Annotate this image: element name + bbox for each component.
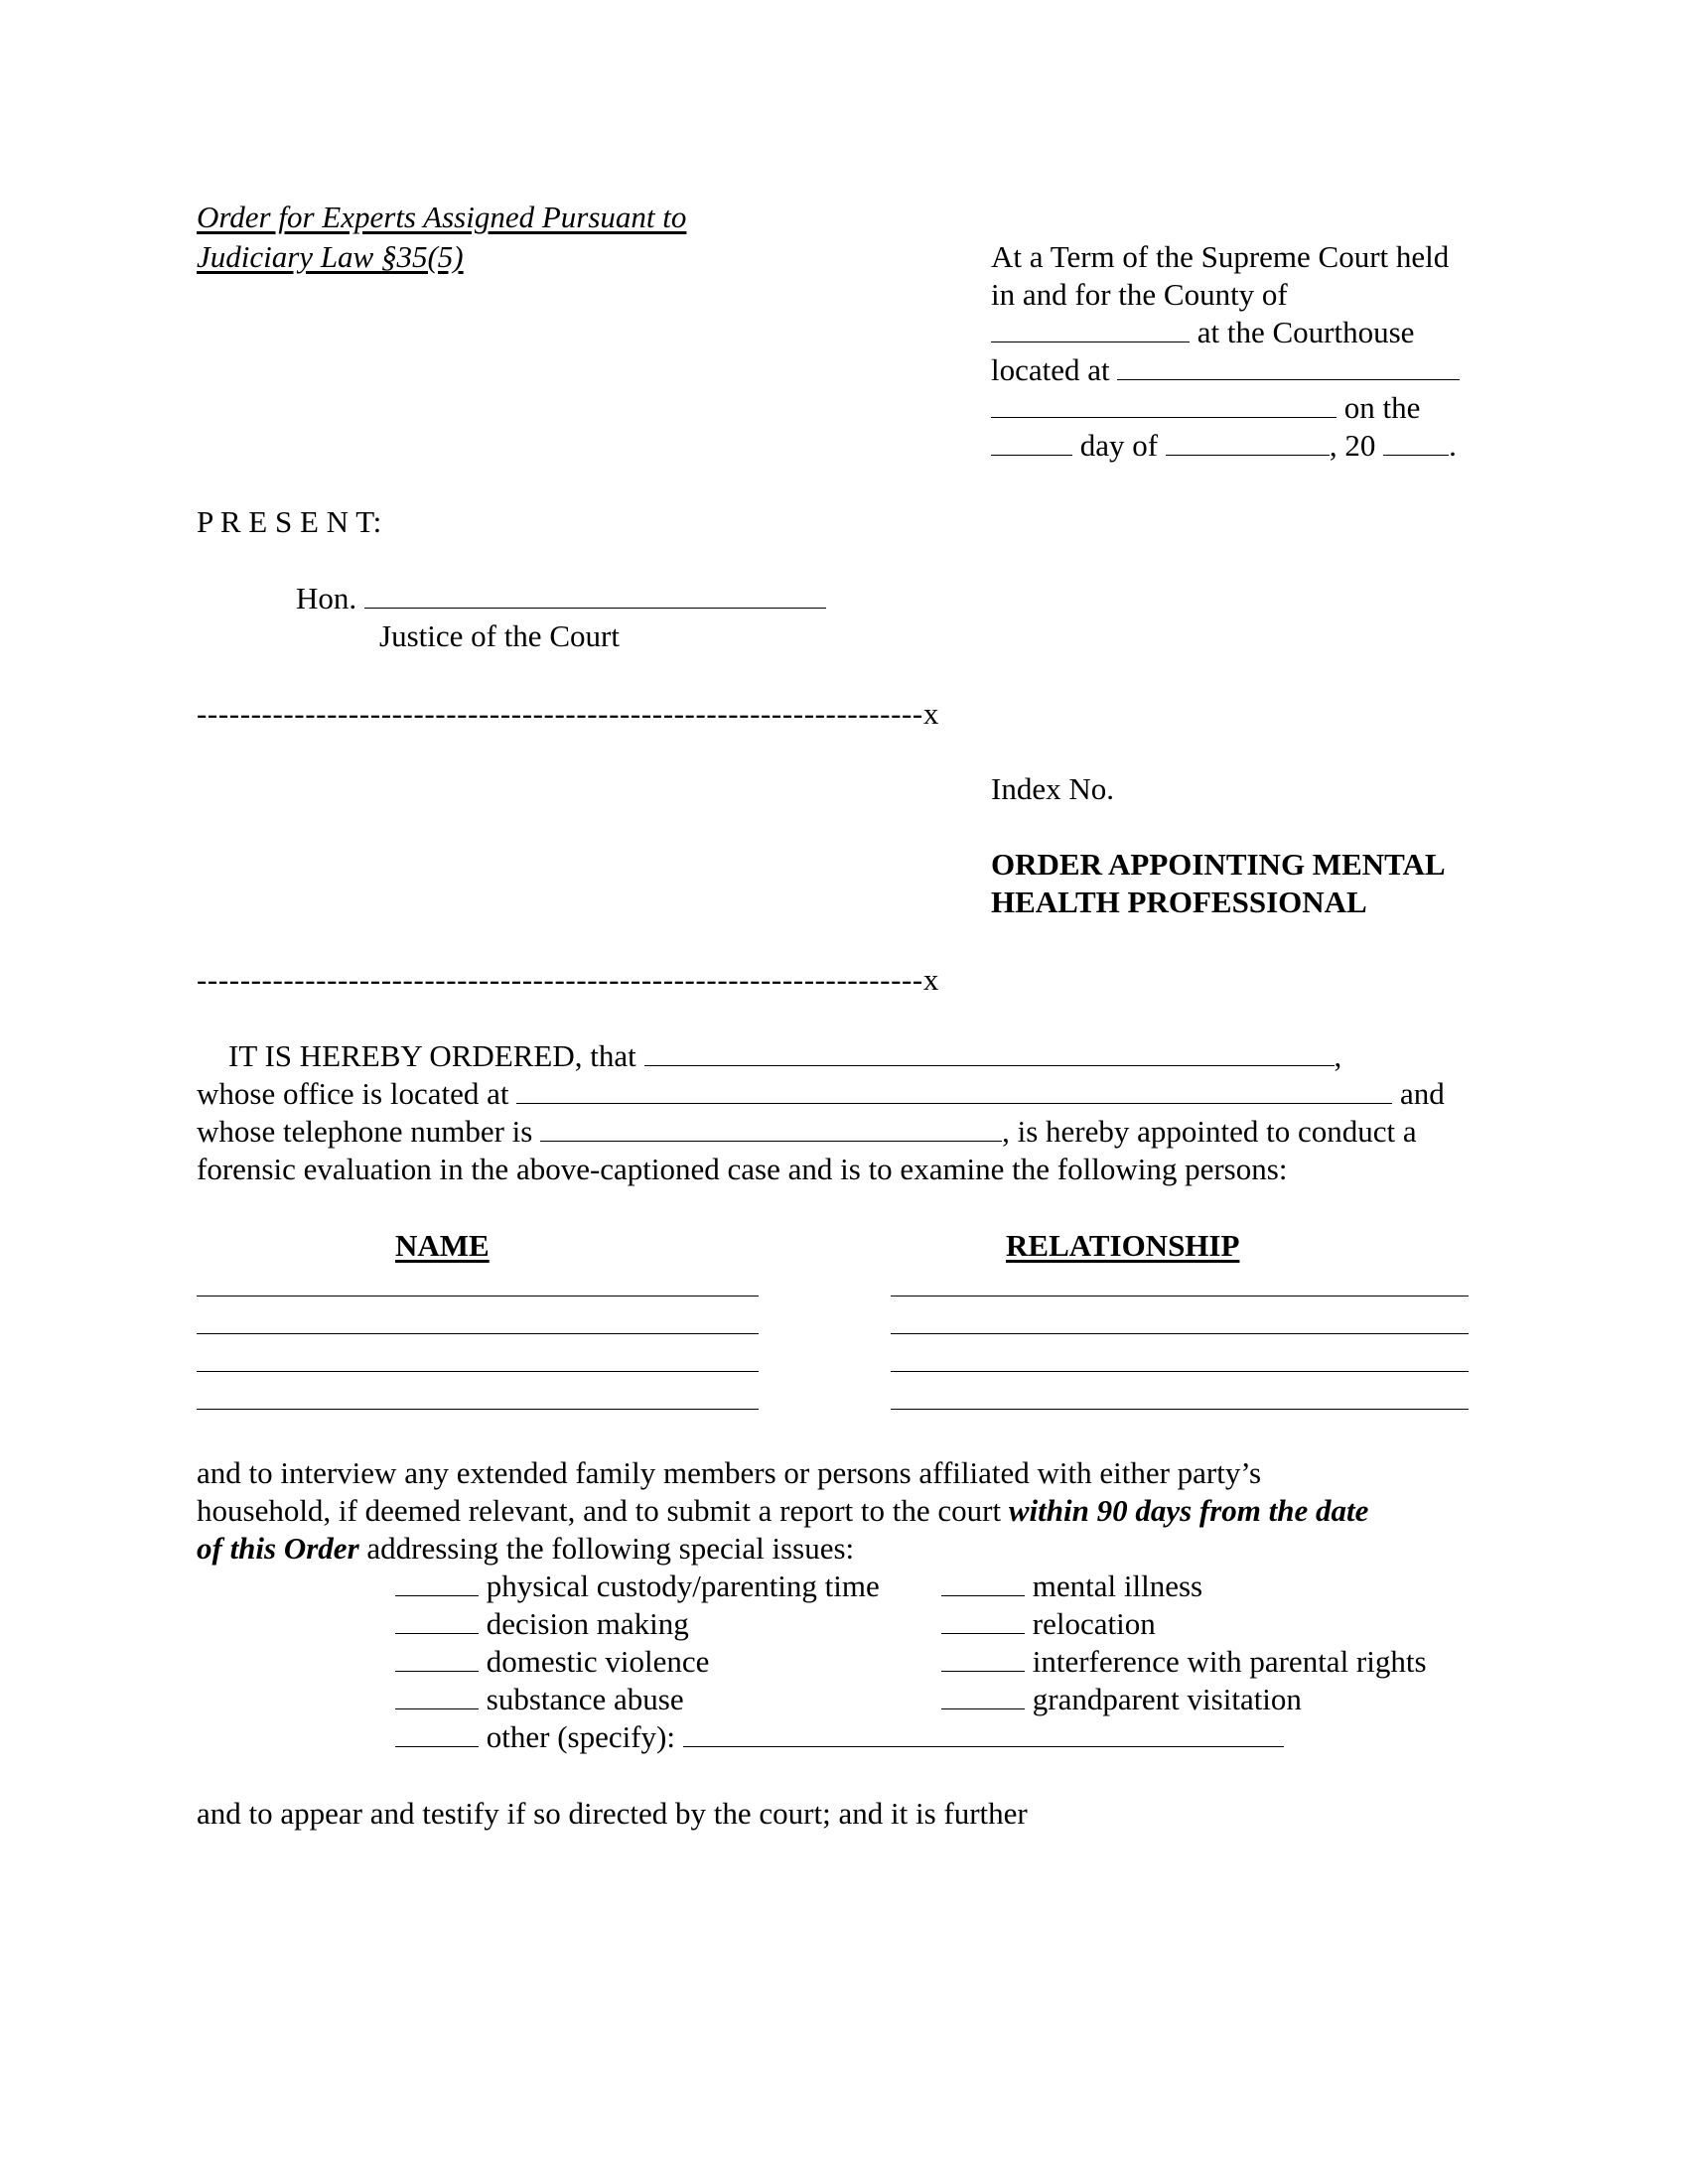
issue-check-blank[interactable] [941, 1568, 1025, 1596]
hon-text: Hon. [296, 581, 357, 615]
appointee-comma: , [1334, 1038, 1342, 1073]
issue-right-4 [941, 1681, 1302, 1718]
issue-check-blank[interactable] [941, 1643, 1025, 1672]
interview-line3 [197, 1530, 854, 1568]
relationship-column-header: RELATIONSHIP [1006, 1228, 1240, 1263]
and-text: and [1399, 1076, 1445, 1111]
name-line-1[interactable] [197, 1296, 759, 1297]
issue-other-label: other (specify): [486, 1719, 675, 1754]
justice-name-blank[interactable] [364, 580, 826, 609]
phone-text: whose telephone number is [197, 1114, 533, 1149]
caption-divider-bottom: -------------------------------------------------------------------x [197, 962, 939, 997]
justice-title: Justice of the Court [379, 618, 620, 653]
date-period: . [1449, 428, 1457, 463]
name-column-header: NAME [395, 1228, 490, 1263]
issue-left-3 [395, 1643, 709, 1681]
order-title-line1: ORDER APPOINTING MENTAL [991, 847, 1446, 882]
issue-check-blank[interactable] [395, 1643, 479, 1672]
court-heading-line2: in and for the County of [991, 277, 1288, 312]
issue-label: grandparent visitation [1032, 1682, 1302, 1716]
name-line-2[interactable] [197, 1333, 759, 1334]
issue-check-blank[interactable] [395, 1681, 479, 1709]
issue-right-1 [941, 1568, 1202, 1605]
court-heading-location-row [991, 351, 1460, 389]
court-heading-county-row [991, 314, 1414, 351]
issue-check-blank[interactable] [941, 1681, 1025, 1709]
index-number-label: Index No. [991, 771, 1114, 806]
relationship-line-2[interactable] [891, 1333, 1469, 1334]
day-blank[interactable] [991, 427, 1072, 456]
order-emphasis: of this Order [197, 1531, 359, 1566]
interview-line2-text: household, if deemed relevant, and to submit a report to the court [197, 1493, 1009, 1528]
form-label-line2: Judiciary Law §35(5) [197, 239, 464, 274]
hon-row [296, 580, 826, 617]
issue-label: mental illness [1032, 1569, 1203, 1603]
issue-check-blank[interactable] [395, 1718, 479, 1747]
court-heading-date-row [991, 427, 1457, 465]
interview-line3-text: addressing the following special issues: [358, 1531, 855, 1566]
day-of-text: day of [1079, 428, 1159, 463]
interview-line1: and to interview any extended family members or persons affiliated with either party’s [197, 1455, 1262, 1490]
office-row [197, 1075, 1445, 1113]
present-label: P R E S E N T: [197, 504, 382, 539]
courthouse-text: at the Courthouse [1196, 315, 1415, 349]
office-text: whose office is located at [197, 1076, 509, 1111]
relationship-line-3[interactable] [891, 1371, 1469, 1372]
located-at-text: located at [991, 352, 1110, 387]
appointed-text: , is hereby appointed to conduct a [1002, 1114, 1417, 1149]
year-blank[interactable] [1383, 427, 1449, 456]
location-blank[interactable] [1117, 351, 1460, 380]
ordered-row [228, 1037, 1341, 1075]
court-heading-on-row [991, 389, 1420, 427]
issue-left-2 [395, 1605, 689, 1643]
forensic-text: forensic evaluation in the above-captioned case and is to examine the following persons: [197, 1152, 1288, 1186]
phone-number-blank[interactable] [540, 1113, 1002, 1142]
location-blank-2[interactable] [991, 389, 1336, 418]
office-address-blank[interactable] [516, 1075, 1392, 1104]
on-the-text: on the [1343, 390, 1421, 425]
issue-label: interference with parental rights [1032, 1644, 1427, 1679]
interview-line2 [197, 1492, 1368, 1530]
ordered-intro-text: IT IS HEREBY ORDERED, that [228, 1038, 636, 1073]
caption-divider-top: -------------------------------------------------------------------x [197, 696, 939, 731]
phone-row [197, 1113, 1417, 1151]
name-line-4[interactable] [197, 1409, 759, 1410]
issue-label: domestic violence [486, 1644, 710, 1679]
relationship-line-4[interactable] [891, 1409, 1469, 1410]
issue-label: physical custody/parenting time [486, 1569, 880, 1603]
issue-check-blank[interactable] [395, 1568, 479, 1596]
form-label-line1: Order for Experts Assigned Pursuant to [197, 200, 687, 234]
order-title-line2: HEALTH PROFESSIONAL [991, 885, 1367, 919]
year-prefix-text: , 20 [1329, 428, 1376, 463]
appointee-name-blank[interactable] [644, 1037, 1335, 1066]
county-blank[interactable] [991, 314, 1190, 342]
issue-label: relocation [1032, 1606, 1156, 1641]
court-heading-line1: At a Term of the Supreme Court held [991, 239, 1450, 274]
issue-right-3 [941, 1643, 1427, 1681]
issue-right-2 [941, 1605, 1156, 1643]
closing-text: and to appear and testify if so directed by the court; and it is further [197, 1796, 1028, 1831]
issue-left-4 [395, 1681, 684, 1718]
deadline-emphasis: within 90 days from the date [1008, 1493, 1369, 1528]
issue-left-1 [395, 1568, 880, 1605]
other-specify-blank[interactable] [683, 1718, 1284, 1747]
issue-other-row [395, 1718, 1284, 1756]
issue-check-blank[interactable] [941, 1605, 1025, 1634]
issue-check-blank[interactable] [395, 1605, 479, 1634]
month-blank[interactable] [1166, 427, 1330, 456]
relationship-line-1[interactable] [891, 1296, 1469, 1297]
issue-label: decision making [486, 1606, 689, 1641]
issue-label: substance abuse [486, 1682, 684, 1716]
name-line-3[interactable] [197, 1371, 759, 1372]
